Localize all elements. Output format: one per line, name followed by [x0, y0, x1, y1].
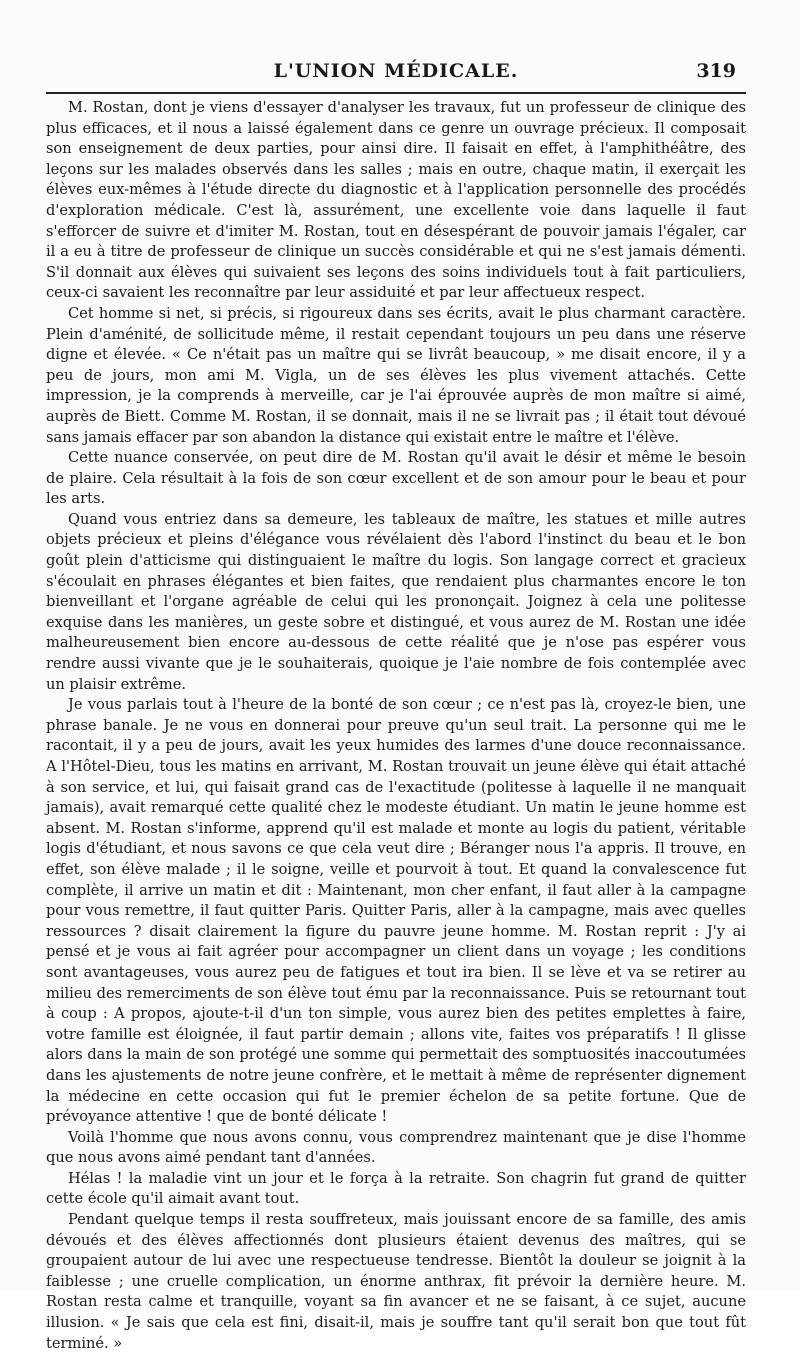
paragraph: M. Rostan, dont je viens d'essayer d'analyser les travaux, fut un professeur de clinique des plus efficaces, et il nous a laissé également dans ce genre un ouvrage précieux. Il composait son enseignement de deux parties, pour ainsi dire. Il faisait en effet, à l'amphithéâtre, des leçons sur les malades observés dans les salles ; mais en outre, chaque matin, il exerçait les élèves eux-mêmes à l'étude directe du diagnostic et à l'application personnelle des procédés d'exploration médicale. C'est là, assurément, une excellente voie dans laquelle il faut s'efforcer de suivre et d'imiter M. Rostan, tout en désespérant de pouvoir jamais l'égaler, car il a eu à titre de professeur de clinique un succès considérable et qui ne s'est jamais démenti. S'il donnait aux élèves qui suivaient ses leçons des soins individuels tout à fait particuliers, ceux-ci savaient les reconnaître par leur assiduité et par leur affectueux respect.: [46, 99, 746, 302]
paragraph: Hélas ! la maladie vint un jour et le força à la retraite. Son chagrin fut grand de quitter cette école qu'il aimait avant tout.: [46, 1169, 746, 1208]
paragraph: Cet homme si net, si précis, si rigoureux dans ses écrits, avait le plus charmant caractère. Plein d'aménité, de sollicitude même, il restait cependant toujours un peu dans une réserve digne et élevée. « Ce n'était pas un maître qui se livrât beaucoup, » me disait encore, il y a peu de jours, mon ami M. Vigla, un de ses élèves les plus vivement attachés. Cette impression, je la comprends à merveille, car je l'ai éprouvée auprès de mon maître si aimé, auprès de Biett. Comme M. Rostan, il se donnait, mais il ne se livrait pas ; il était tout dévoué sans jamais effacer par son abandon la distance qui existait entre le maître et l'élève.: [46, 304, 746, 446]
article-body: [46, 98, 746, 1354]
paragraph: Voilà l'homme que nous avons connu, vous comprendrez maintenant que je dise l'homme que nous avons aimé pendant tant d'années.: [46, 1128, 746, 1167]
header-rule: [46, 92, 746, 94]
page-header: [46, 58, 746, 88]
paragraph: Pendant quelque temps il resta souffreteux, mais jouissant encore de sa famille, des amis dévoués et des élèves affectionnés dont plusieurs étaient devenus des maîtres, qui se groupaient autour de lui avec une respectueuse tendresse. Bientôt la douleur se joignit à la faiblesse ; une cruelle complication, un énorme anthrax, fit prévoir la dernière heure. M. Rostan resta calme et tranquille, voyant sa fin avancer et ne se faisant, à ce sujet, aucune illusion. « Je sais que cela est fini, disait-il, mais je souffre tant qu'il serait bon que tout fût terminé. »: [46, 1211, 746, 1352]
running-head: L'UNION MÉDICALE.: [273, 60, 519, 82]
paragraph: Quand vous entriez dans sa demeure, les tableaux de maître, les statues et mille autres objets précieux et pleins d'élégance vous révélaient dès l'abord l'instinct du beau et le bon goût plein d'atticisme qui distinguaient le maître du logis. Son langage correct et gracieux s'écoulait en phrases élégantes et bien faites, que rendaient plus charmantes encore le ton bienveillant et l'organe agréable de celui qui les prononçait. Joignez à cela une politesse exquise dans les manières, un geste sobre et distingué, et vous aurez de M. Rostan une idée malheureusement bien encore au-dessous de cette réalité que je n'ose pas espérer vous rendre aussi vivante que je le souhaiterais, quoique je l'aie nombre de fois contemplée avec un plaisir extrême.: [46, 510, 746, 693]
paragraph: Cette nuance conservée, on peut dire de M. Rostan qu'il avait le désir et même le besoin de plaire. Cela résultait à la fois de son cœur excellent et de son amour pour le beau et pour les arts.: [46, 449, 746, 508]
paragraph: Je vous parlais tout à l'heure de la bonté de son cœur ; ce n'est pas là, croyez-le bien, une phrase banale. Je ne vous en donnerai pour preuve qu'un seul trait. La personne qui me le racontait, il y a peu de jours, avait les yeux humides des larmes d'une douce reconnaissance. A l'Hôtel-Dieu, tous les matins en arrivant, M. Rostan trouvait un jeune élève qui était attaché à son service, et lui, qui faisait grand cas de l'exactitude (politesse à laquelle il ne manquait jamais), avait remarqué cette qualité chez le modeste étudiant. Un matin le jeune homme est absent. M. Rostan s'informe, apprend qu'il est malade et monte au logis du patient, véritable logis d'étudiant, et nous savons ce que cela veut dire ; Béranger nous l'a appris. Il trouve, en effet, son élève malade ; il le soigne, veille et pourvoit à tout. Et quand la convalescence fut complète, il arrive un matin et dit : Maintenant, mon cher enfant, il faut aller à la campagne pour vous remettre, il faut quitter Paris. Quitter Paris, aller à la campagne, mais avec quelles ressources ? disait clairement la figure du pauvre jeune homme. M. Rostan reprit : J'y ai pensé et je vous ai fait agréer pour accompagner un client dans un voyage ; les conditions sont avantageuses, vous aurez peu de fatigues et tout ira bien. Il se lève et va se retirer au milieu des remerciments de son élève tout ému par la reconnaissance. Puis se retournant tout à coup : A propos, ajoute-t-il d'un ton simple, vous aurez bien des petites emplettes à faire, votre famille est éloignée, il faut partir demain ; allons vite, faites vos préparatifs ! Il glisse alors dans la main de son protégé une somme qui permettait des somptuosités inaccoutumées dans les ajustements de notre jeune confrère, et le mettait à même de représenter dignement la médecine en cette occasion qui fut le premier échelon de sa petite fortune. Que de prévoyance attentive ! que de bonté délicate !: [46, 696, 746, 1126]
page-number: 319: [696, 60, 736, 82]
